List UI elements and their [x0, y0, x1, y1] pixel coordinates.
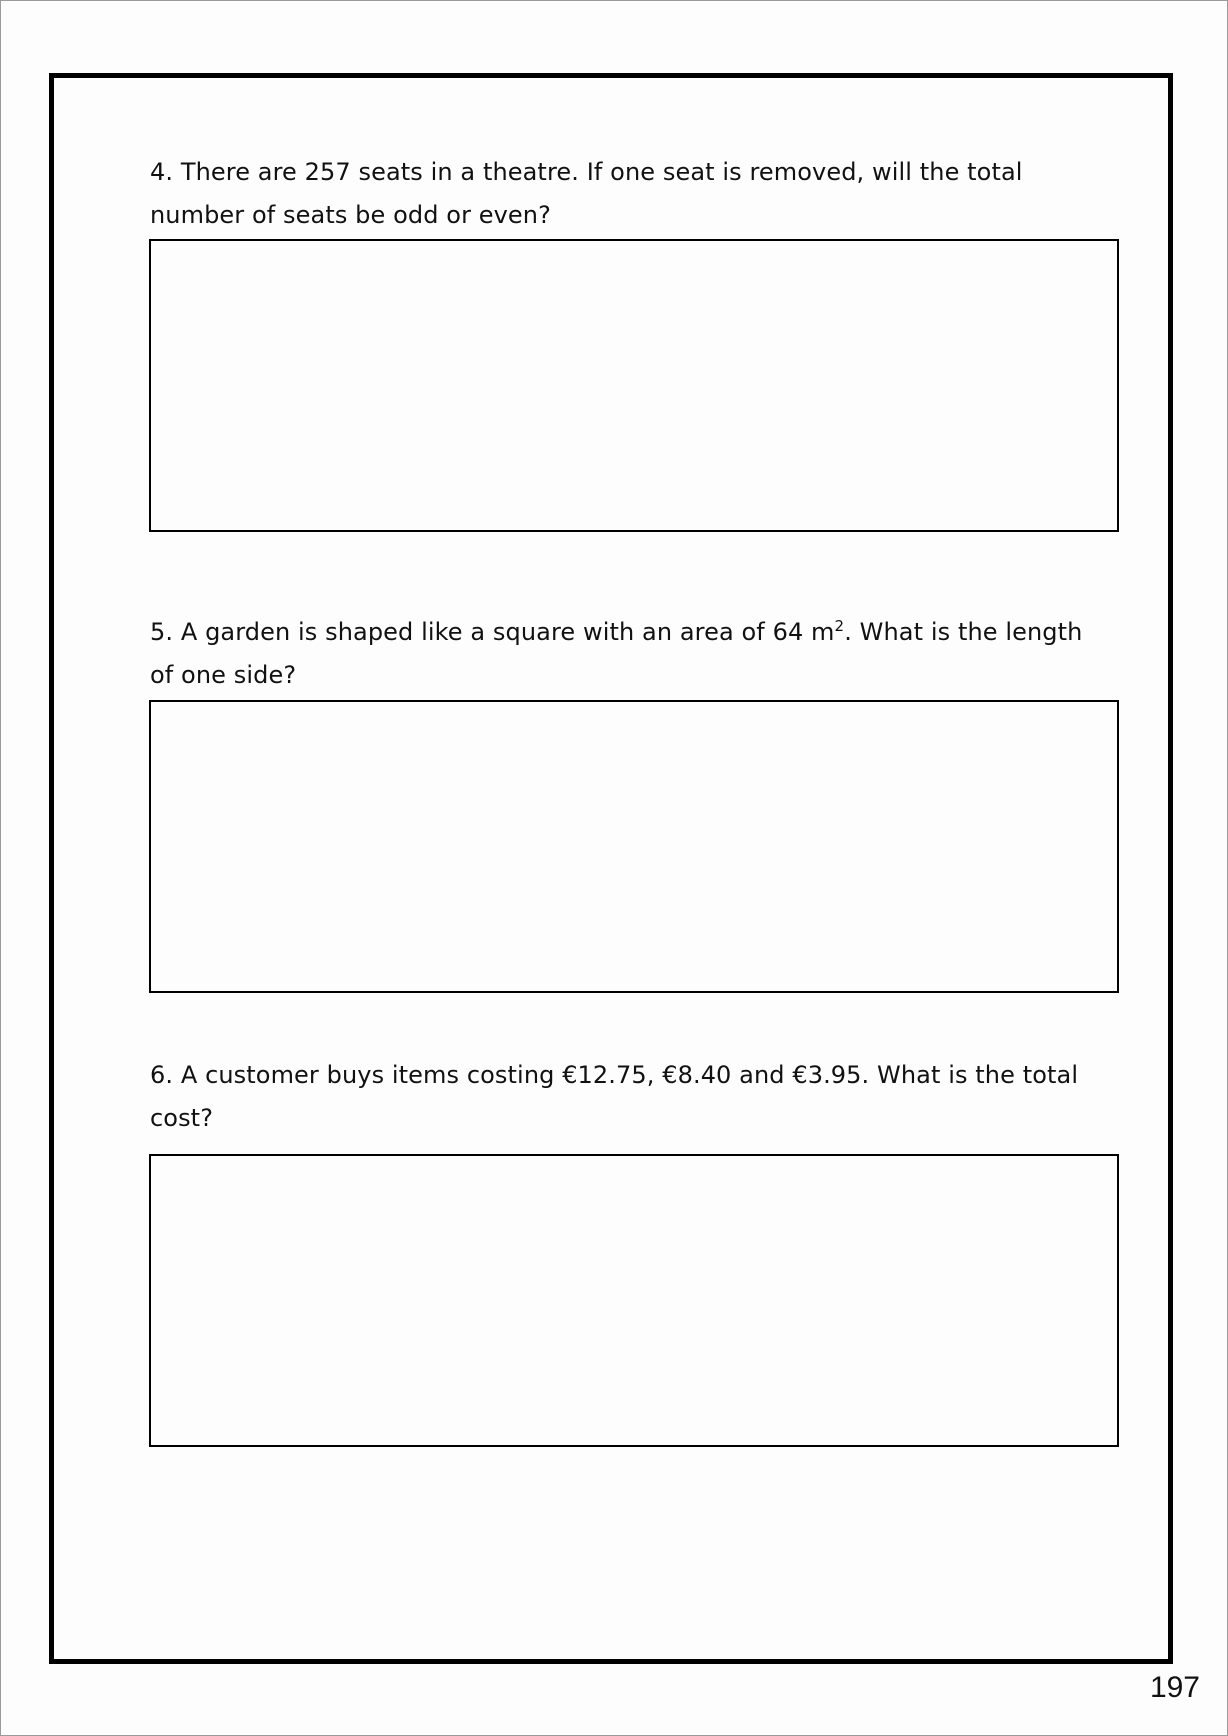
question-5-text-main: 5. A garden is shaped like a square with an area of 64 m [150, 618, 835, 646]
page-number: 197 [1149, 1671, 1200, 1704]
square-meter-superscript: 2 [834, 617, 845, 635]
question-4-text: 4. There are 257 seats in a theatre. If one seat is removed, will the total number of seats be odd or even? [150, 158, 1023, 229]
question-6-answer-box[interactable] [149, 1154, 1119, 1447]
question-5-answer-box[interactable] [149, 700, 1119, 993]
question-6-text: 6. A customer buys items costing €12.75, €8.40 and €3.95. What is the total cost? [150, 1061, 1079, 1132]
question-5-text-end: . What is the length of one side? [150, 618, 1083, 689]
question-5-text [150, 611, 1090, 697]
question-4-answer-box[interactable] [149, 239, 1119, 532]
